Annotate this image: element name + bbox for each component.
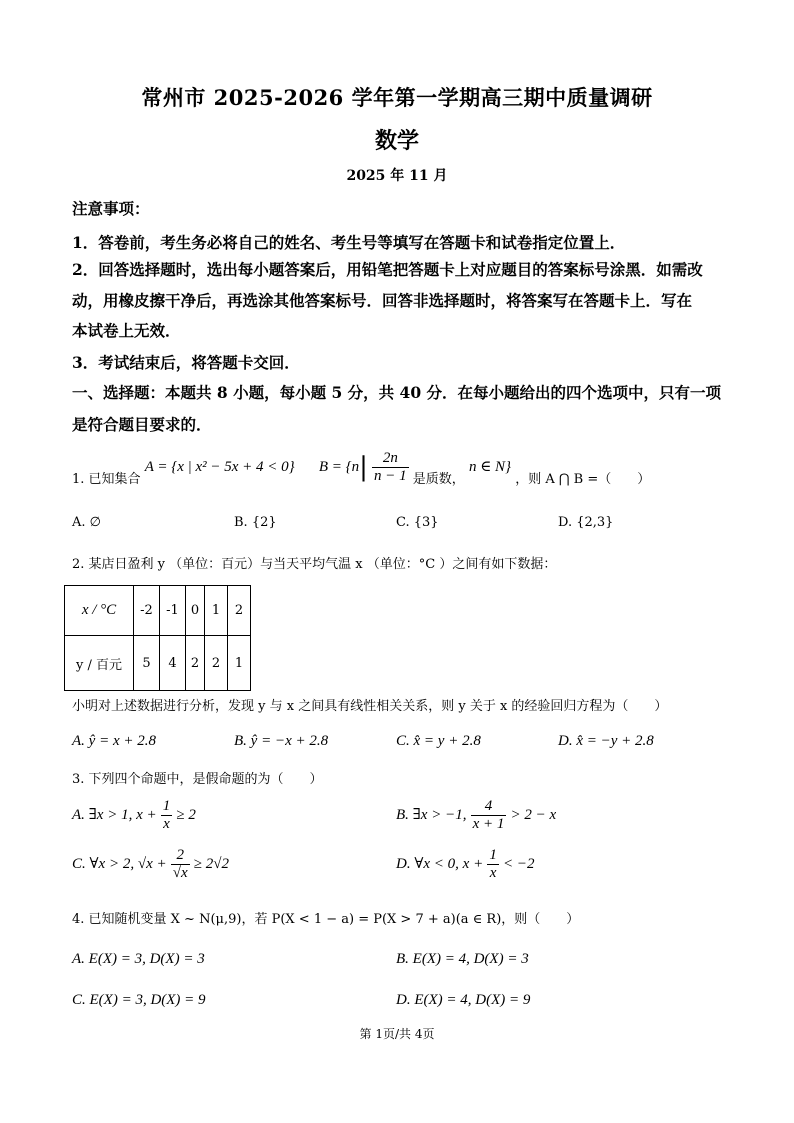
table-cell: -2 [134,586,160,636]
q3-b-post: > 2 − x [510,807,557,823]
q3-option-c [72,847,229,882]
q4-option-d: D. E(X) = 4, D(X) = 9 [396,992,531,1008]
exam-date: 2025 年 11 月 [346,168,448,184]
q1-set-b-head: B = {n [318,459,360,475]
q3-b-fraction [471,798,507,833]
q1-option-a: A. ∅ [72,515,101,530]
q3-b-den: x + 1 [472,816,505,832]
page-footer: 第 1页/共 4页 [359,1027,435,1041]
q4-option-a: A. E(X) = 3, D(X) = 3 [72,951,205,967]
q1-prime: 是质数， [412,472,465,487]
q3-option-a [72,798,196,833]
exam-title: 常州市 2025-2026 学年第一学期高三期中质量调研 [141,85,653,110]
table-cell: -1 [160,586,186,636]
table-cell: 2 [228,586,251,636]
q3-d-fraction [487,847,499,882]
q3-c-pre: C. ∀x > 2, √x + [72,856,167,872]
q2-option-a: A. ŷ = x + 2.8 [72,733,156,749]
q1-n-in-N: n ∈ N} [468,459,512,475]
q1-set-b-bar: | [359,452,368,483]
q2-option-d: D. x̂ = −y + 2.8 [558,733,654,749]
q3-a-den: x [163,816,170,832]
q3-a-pre: A. ∃x > 1, x + [72,807,157,823]
q2-stem: 2. 某店日盈利 y （单位：百元）与当天平均气温 x （单位：°C ）之间有如下数据： [72,557,557,572]
table-cell: 0 [186,586,205,636]
q3-c-num: 2 [171,847,190,865]
q3-a-fraction [161,798,173,833]
q1-ask: ，则 A ⋂ B =（ ） [515,472,651,487]
q3-d-den: x [489,865,497,881]
notice-item-2c: 本试卷上无效． [72,321,181,340]
table-row-header-x: x / °C [65,586,134,636]
q3-option-d [396,847,534,882]
table-row-header-y: y / 百元 [65,636,134,691]
q3-c-post: ≥ 2√2 [193,856,229,872]
q3-stem: 3. 下列四个命题中，是假命题的为（ ） [72,772,323,787]
table-cell: 4 [160,636,186,691]
table-cell: 2 [186,636,205,691]
q2-follow-up: 小明对上述数据进行分析，发现 y 与 x 之间具有线性相关关系，则 y 关于 x 的经验回归方程为（ ） [72,699,668,714]
table-cell: 1 [205,586,228,636]
q1-prefix: 1. 已知集合 [72,472,141,487]
q4-option-b: B. E(X) = 4, D(X) = 3 [396,951,529,967]
q1-frac-den: n − 1 [374,468,407,484]
table-cell: 1 [228,636,251,691]
section-heading-line2: 是符合题目要求的． [72,415,212,434]
q3-c-den: √x [172,865,188,881]
question-1 [72,447,650,488]
q1-option-b: B. {2} [234,515,277,530]
q1-option-c: C. {3} [396,515,439,530]
q3-a-num: 1 [162,798,171,814]
table-cell: 2 [205,636,228,691]
q4-stem: 4. 已知随机变量 X ~ N(μ,9)，若 P(X < 1 − a) = P(X > 7 + a)(a ∈ R)，则（ ） [72,912,580,927]
q3-d-num: 1 [489,847,497,863]
table-cell: 5 [134,636,160,691]
q1-set-a: A = {x | x² − 5x + 4 < 0} [144,459,295,475]
q1-frac-num: 2n [372,450,409,468]
q3-b-num: 4 [471,798,507,816]
q3-b-pre: B. ∃x > −1, [396,807,467,823]
subject-title: 数学 [374,128,419,154]
q3-option-b [396,798,556,833]
q2-option-b: B. ŷ = −x + 2.8 [234,733,329,749]
notice-heading: 注意事项： [72,199,150,218]
q4-option-c: C. E(X) = 3, D(X) = 9 [72,992,206,1008]
q3-c-fraction [171,847,190,882]
q3-d-pre: D. ∀x < 0, x + [396,856,484,872]
section-heading-line1: 一、选择题：本题共 8 小题，每小题 5 分，共 40 分．在每小题给出的四个选项中，只有一项 [72,383,722,402]
q3-d-post: < −2 [502,856,535,872]
q2-data-table [64,585,251,691]
q1-fraction [372,450,409,485]
q2-option-c: C. x̂ = y + 2.8 [396,733,481,749]
notice-item-2a: 2．回答选择题时，选出每小题答案后，用铅笔把答题卡上对应题目的答案标号涂黑．如需改 [72,260,703,279]
notice-item-3: 3．考试结束后，将答题卡交回． [72,353,300,372]
notice-item-2b: 动，用橡皮擦干净后，再选涂其他答案标号．回答非选择题时，将答案写在答题卡上．写在 [72,291,693,310]
notice-item-1: 1．答卷前，考生务必将自己的姓名、考生号等填写在答题卡和试卷指定位置上． [72,233,626,252]
q3-a-post: ≥ 2 [176,807,196,823]
q1-option-d: D. {2,3} [558,515,614,530]
